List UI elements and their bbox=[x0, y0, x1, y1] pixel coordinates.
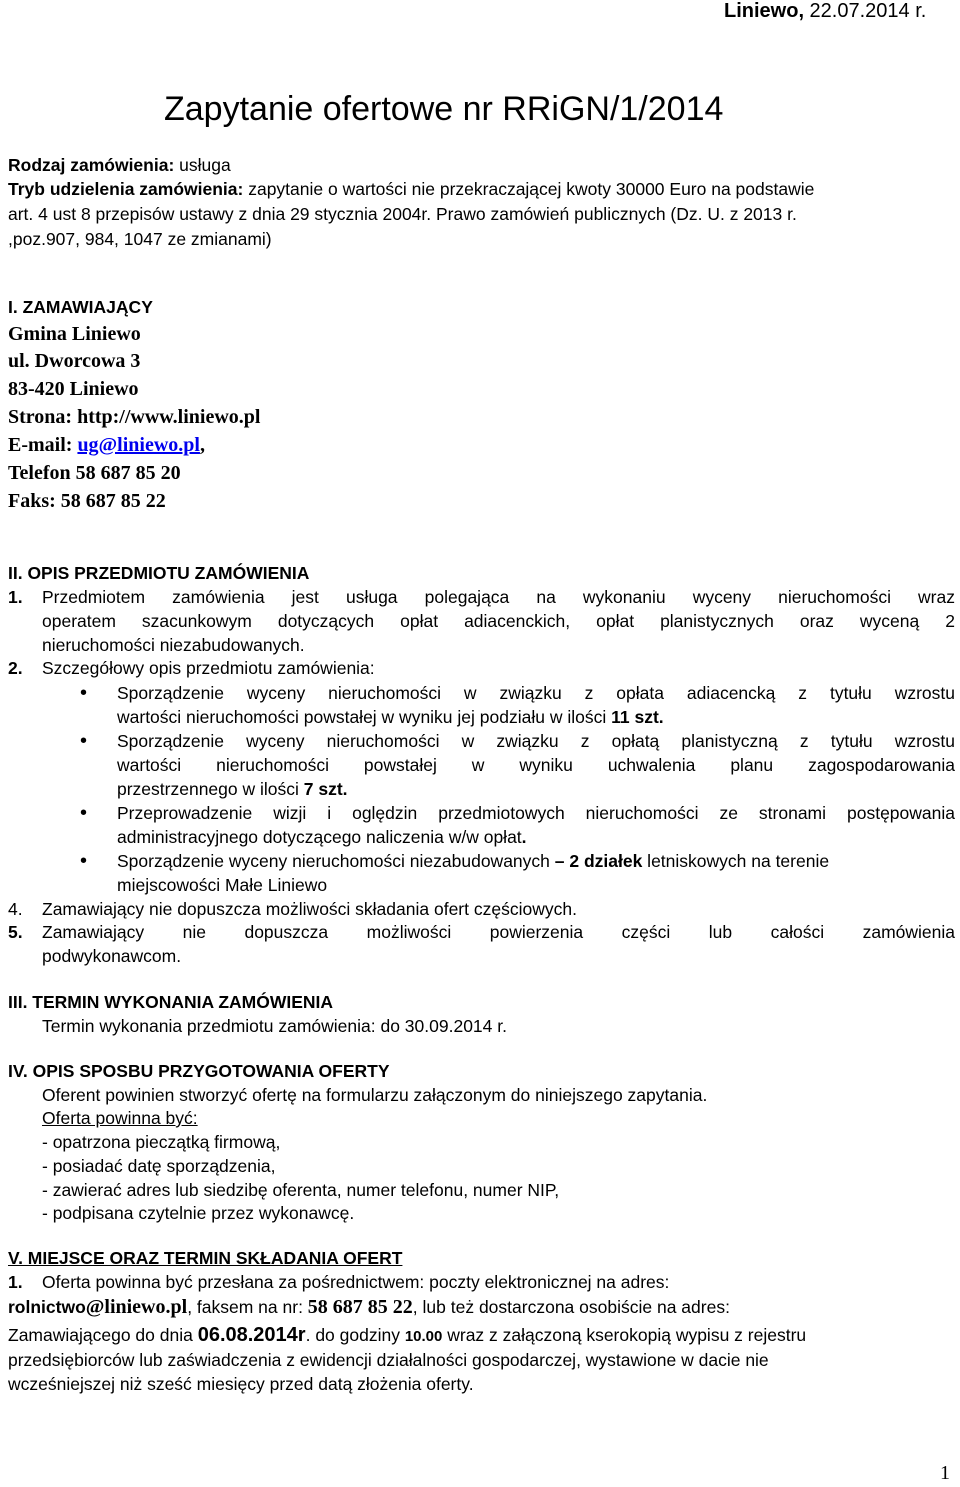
bullet-1-text-1: Sporządzenie wyceny nieruchomości w związku z opłata adiacencką z tytułu wzrostu bbox=[117, 683, 955, 703]
contracting-email bbox=[8, 432, 205, 458]
contracting-street: ul. Dworcowa 3 bbox=[8, 350, 141, 372]
registry-line: przedsiębiorców lub zaświadczenia z ewidencji działalności gospodarczej, wystawione w dacie nie bbox=[8, 1350, 769, 1370]
item-2-number: 2. bbox=[8, 658, 23, 678]
section-5-heading: V. MIEJSCE ORAZ TERMIN SKŁADANIA OFERT bbox=[8, 1248, 403, 1268]
deadline-suffix: wraz z załączoną kserokopią wypisu z rejestru bbox=[442, 1325, 807, 1345]
procedure-line-2: art. 4 ust 8 przepisów ustawy z dnia 29 stycznia 2004r. Prawo zamówień publicznych (Dz. U. z 2013 r. bbox=[8, 204, 797, 224]
email-suffix: , bbox=[199, 434, 205, 456]
section-1-heading: I. ZAMAWIAJĄCY bbox=[8, 297, 153, 317]
procedure-line-1 bbox=[8, 178, 814, 201]
offer-requirements-label: Oferta powinna być: bbox=[42, 1108, 198, 1128]
item-1-text-1: Przedmiotem zamówienia jest usługa polegająca na wykonaniu wyceny nieruchomości wraz bbox=[42, 587, 955, 607]
section-3-heading: III. TERMIN WYKONANIA ZAMÓWIENIA bbox=[8, 992, 334, 1012]
email-label: E-mail: bbox=[8, 434, 78, 456]
item-1-text-2: operatem szacunkowym dotyczących opłat adiacenckich, opłat planistycznych oraz wyceną 2 bbox=[42, 611, 955, 631]
bullet-icon: • bbox=[80, 850, 88, 872]
bullet-3-text-1: Przeprowadzenie wizji i oględzin przedmiotowych nieruchomości ze stronami postępowania bbox=[117, 803, 955, 823]
submission-email-domain[interactable]: @liniewo.pl bbox=[85, 1296, 188, 1318]
requirement-item: - posiadać datę sporządzenia, bbox=[42, 1156, 276, 1176]
registry-line-2: wcześniejszej niż sześć miesięcy przed datą złożenia oferty. bbox=[8, 1374, 474, 1394]
bullet-2-quantity: 7 szt. bbox=[303, 779, 348, 799]
bullet-2-text-1: Sporządzenie wyceny nieruchomości w związku z opłatą planistyczną z tytułu wzrostu bbox=[117, 731, 955, 751]
item-1-line-1 bbox=[42, 586, 955, 609]
bullet-1-quantity: 11 szt. bbox=[611, 707, 664, 727]
bullet-icon: • bbox=[80, 802, 88, 824]
bullet-1-line-1 bbox=[117, 682, 955, 705]
bullet-4-text-1b: letniskowych na terenie bbox=[642, 851, 830, 871]
item-2-text: Szczegółowy opis przedmiotu zamówienia: bbox=[42, 658, 375, 678]
order-type-value: usługa bbox=[174, 155, 231, 175]
section-4-heading: IV. OPIS SPOSBU PRZYGOTOWANIA OFERTY bbox=[8, 1061, 390, 1081]
submission-line bbox=[8, 1293, 730, 1321]
deadline-hour-label: . do godziny bbox=[305, 1325, 405, 1345]
deadline-prefix: Zamawiającego do dnia bbox=[8, 1325, 198, 1345]
bullet-2-text-3: przestrzennego w ilości bbox=[117, 779, 304, 799]
bullet-icon: • bbox=[80, 682, 88, 704]
deadline-date: 06.08.2014r bbox=[197, 1324, 306, 1346]
bullet-4-text-1a: Sporządzenie wyceny nieruchomości niezabudowanych bbox=[117, 851, 555, 871]
deadline-text: Termin wykonania przedmiotu zamówienia: do 30.09.2014 r. bbox=[42, 1016, 507, 1036]
requirement-item: - zawierać adres lub siedzibę oferenta, numer telefonu, numer NIP, bbox=[42, 1180, 560, 1200]
v-item-1-number: 1. bbox=[8, 1272, 23, 1292]
item-5-line-1 bbox=[42, 921, 955, 944]
contracting-phone: Telefon 58 687 85 20 bbox=[8, 462, 181, 484]
contracting-name: Gmina Liniewo bbox=[8, 323, 141, 345]
item-5-line-2: podwykonawcom. bbox=[42, 946, 182, 966]
procedure-line-3: ,poz.907, 984, 1047 ze zmianami) bbox=[8, 229, 272, 249]
deadline-line bbox=[8, 1321, 806, 1351]
contracting-website: Strona: http://www.liniewo.pl bbox=[8, 406, 261, 428]
item-5-text-1: Zamawiający nie dopuszcza możliwości powierzenia części lub całości zamówienia bbox=[42, 922, 955, 942]
v-item-1-text: Oferta powinna być przesłana za pośrednictwem: poczty elektronicznej na adres: bbox=[42, 1272, 670, 1292]
item-4-number: 4. bbox=[8, 899, 23, 919]
fax-label: , faksem na nr: bbox=[187, 1297, 308, 1317]
item-5-number: 5. bbox=[8, 922, 23, 942]
bullet-3-text-2: administracyjnego dotyczącego naliczenia w/w opłat bbox=[117, 827, 522, 847]
offer-form-text: Oferent powinien stworzyć ofertę na formularzu załączonym do niniejszego zapytania. bbox=[42, 1085, 708, 1105]
bullet-3-dot: . bbox=[521, 827, 527, 847]
deadline-hour: 10.00 bbox=[404, 1328, 443, 1345]
bullet-3-line-2 bbox=[117, 826, 527, 849]
bullet-4-line-1 bbox=[117, 850, 829, 873]
bullet-2-line-3 bbox=[117, 778, 348, 801]
bullet-2-line-1 bbox=[117, 730, 955, 753]
bullet-4-line-2: miejscowości Małe Liniewo bbox=[117, 875, 328, 895]
order-type bbox=[8, 154, 231, 177]
bullet-2-text-2: wartości nieruchomości powstałej w wyniku uchwalenia planu zagospodarowania bbox=[117, 755, 955, 775]
contracting-fax: Faks: 58 687 85 22 bbox=[8, 490, 166, 512]
bullet-1-text-2: wartości nieruchomości powstałej w wyniku jej podziału w ilości bbox=[117, 707, 612, 727]
email-link[interactable]: ug@liniewo.pl bbox=[77, 434, 200, 456]
delivery-text: , lub też dostarczona osobiście na adres: bbox=[412, 1297, 730, 1317]
requirement-item: - podpisana czytelnie przez wykonawcę. bbox=[42, 1203, 355, 1223]
item-1-line-2 bbox=[42, 610, 955, 633]
date: 22.07.2014 r. bbox=[804, 0, 927, 22]
procedure-label: Tryb udzielenia zamówienia: bbox=[8, 179, 244, 199]
item-1-line-3: nieruchomości niezabudowanych. bbox=[42, 635, 305, 655]
page-title: Zapytanie ofertowe nr RRiGN/1/2014 bbox=[164, 90, 724, 128]
place-date bbox=[724, 0, 926, 24]
order-type-label: Rodzaj zamówienia: bbox=[8, 155, 175, 175]
contracting-city: 83-420 Liniewo bbox=[8, 378, 139, 400]
item-4-text: Zamawiający nie dopuszcza możliwości składania ofert częściowych. bbox=[42, 899, 577, 919]
bullet-2-line-2 bbox=[117, 754, 955, 777]
section-2-heading: II. OPIS PRZEDMIOTU ZAMÓWIENIA bbox=[8, 563, 310, 583]
page-number: 1 bbox=[940, 1462, 950, 1484]
fax-number: 58 687 85 22 bbox=[307, 1296, 413, 1318]
submission-email-local[interactable]: rolnictwo bbox=[8, 1297, 86, 1317]
place-name: Liniewo, bbox=[724, 0, 804, 22]
item-1-number: 1. bbox=[8, 587, 23, 607]
bullet-4-parcels: – 2 działek bbox=[554, 851, 643, 871]
bullet-3-line-1 bbox=[117, 802, 955, 825]
bullet-icon: • bbox=[80, 730, 88, 752]
requirement-item: - opatrzona pieczątką firmową, bbox=[42, 1132, 281, 1152]
bullet-1-line-2 bbox=[117, 706, 664, 729]
procedure-text-1: zapytanie o wartości nie przekraczającej kwoty 30000 Euro na podstawie bbox=[243, 179, 815, 199]
